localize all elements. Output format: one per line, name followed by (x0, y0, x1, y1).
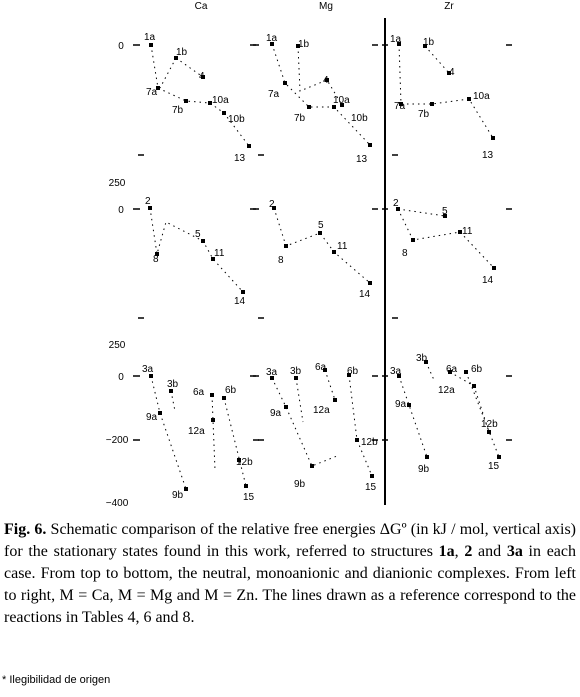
state-label: 3b (167, 379, 179, 390)
figure-number: Fig. 6. (4, 521, 47, 538)
state-label: 3a (266, 367, 278, 378)
state-label: 12a (188, 426, 205, 437)
state-label: 7a (146, 87, 158, 98)
state-label: 14 (359, 289, 371, 300)
state-label: 9a (395, 399, 407, 410)
column-header-zn: Zr (444, 1, 454, 12)
state-label: 12b (236, 457, 253, 468)
axis-label-top-zero: 0 (118, 41, 124, 52)
state-label: 1b (298, 39, 310, 50)
axis-label-bot-minus400: −400 (105, 498, 129, 509)
state-label: 14 (482, 275, 494, 286)
state-label: 3b (290, 366, 302, 377)
state-label: 15 (243, 492, 255, 503)
footnote: * Ilegibilidad de origen (2, 674, 111, 686)
state-label: 9b (172, 490, 184, 501)
reaction-reference-lines (150, 44, 499, 489)
state-label: 8 (278, 255, 284, 266)
axis-label-mid-zero: 0 (118, 205, 124, 216)
caption-text: Schematic comparison of the relative free energies ΔGº (in kJ / mol, vertical axis) for the stationary states found in this work, referred to structures (4, 521, 577, 560)
state-label: 13 (482, 150, 494, 161)
state-label: 13 (234, 153, 246, 164)
state-label: 11 (462, 226, 473, 237)
axis-label-mid-250: 250 (108, 178, 126, 189)
state-label: 10a (333, 95, 350, 106)
state-label: 1b (176, 47, 188, 58)
state-label: 1b (423, 37, 435, 48)
state-label: 4 (323, 75, 329, 86)
state-label: 11 (214, 248, 225, 259)
state-label: 6b (471, 364, 483, 375)
state-label: 6b (225, 385, 237, 396)
state-label: 9a (146, 412, 158, 423)
caption-structure-ref: 2 (464, 543, 473, 560)
state-label: 9b (418, 464, 430, 475)
axis-label-bot-minus200: −200 (105, 435, 129, 446)
column-header-mg: Mg (319, 1, 333, 12)
state-label: 11 (337, 241, 348, 252)
state-label: 1a (266, 33, 278, 44)
state-label: 13 (356, 154, 368, 165)
state-label: 8 (402, 248, 408, 259)
state-label: 6a (315, 362, 327, 373)
state-label: 12b (361, 437, 378, 448)
state-label: 7a (394, 101, 406, 112)
state-label: 15 (488, 461, 500, 472)
state-label: 7b (172, 105, 184, 116)
caption-text: , (454, 543, 465, 560)
axis-label-bot-250: 250 (108, 340, 126, 351)
state-label: 2 (393, 198, 399, 209)
state-label: 3a (390, 366, 402, 377)
caption-text: and (472, 543, 507, 560)
state-point-markers (148, 42, 501, 491)
state-label: 1a (390, 34, 402, 45)
state-label: 6b (347, 366, 359, 377)
state-label: 9b (294, 479, 306, 490)
state-label: 5 (318, 220, 324, 231)
state-labels (142, 32, 500, 503)
state-label: 12a (313, 405, 330, 416)
caption-structure-ref: 3a (506, 543, 523, 560)
state-label: 6a (193, 387, 205, 398)
axis-ticks (133, 45, 512, 440)
figure-caption (4, 519, 576, 629)
state-label: 10b (351, 113, 368, 124)
state-label: 7b (294, 113, 306, 124)
state-label: 5 (195, 229, 201, 240)
state-label: 4 (449, 67, 455, 78)
state-label: 6a (446, 364, 458, 375)
state-label: 5 (442, 206, 448, 217)
state-label: 8 (153, 254, 159, 265)
state-label: 1a (144, 32, 156, 43)
state-label: 12b (481, 419, 498, 430)
state-label: 7a (268, 89, 280, 100)
state-label: 2 (145, 196, 151, 207)
caption-structure-ref: 1a (438, 543, 455, 560)
state-label: 10a (212, 95, 229, 106)
caption-text: in each case. From top to bottom, the neutral, monoanionic and dianionic complexes. From left to right, M = Ca, M = Mg and M = Zn. The lines drawn as a reference correspond to the reactions in Tables 4, 6 and 8. (4, 543, 576, 626)
column-header-ca: Ca (194, 1, 208, 12)
state-label: 10a (473, 91, 490, 102)
state-label: 7b (418, 109, 430, 120)
axis-label-bot-zero: 0 (118, 372, 124, 383)
state-label: 10b (228, 114, 245, 125)
state-label: 2 (269, 199, 275, 210)
state-label: 14 (234, 296, 246, 307)
state-label: 3a (142, 364, 154, 375)
state-label: 15 (365, 482, 377, 493)
state-label: 12a (438, 385, 455, 396)
state-label: 3b (416, 353, 428, 364)
state-label: 9a (270, 408, 282, 419)
state-label: 4 (199, 71, 205, 82)
